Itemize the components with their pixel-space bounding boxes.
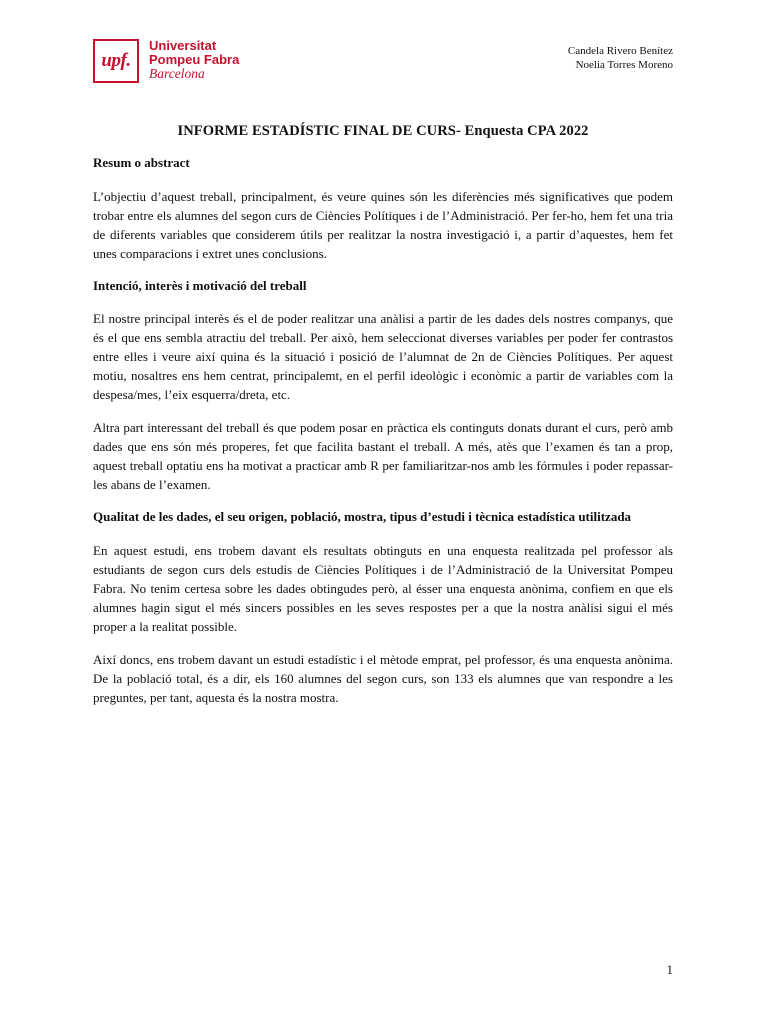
author-name: Noelia Torres Moreno <box>575 59 673 71</box>
document-body <box>93 122 673 721</box>
author-name: Candela Rivero Benítez <box>567 45 673 57</box>
upf-logo <box>93 39 239 89</box>
paragraph: En aquest estudi, ens trobem davant els resultats obtinguts en una enquesta realitzada pel professor als estudiants de segon curs dels estudis de Ciències Polítiques i de l’Administració de la Universitat Pompeu Fabra. No tenim certesa sobre les dades obtingudes però, al ésser una enquesta anònima, confiem en que els alumnes hagin sigut el més sincers possibles en les seves respostes per a que la nostra anàlisi sigui el més proper a la realitat possible. <box>93 542 673 634</box>
page-number: 1 <box>666 962 673 977</box>
upf-logo-mark: upf. <box>93 39 139 83</box>
logo-line-1: Universitat <box>149 38 217 53</box>
section-heading: Resum o abstract <box>93 155 190 170</box>
paragraph: Així doncs, ens trobem davant un estudi estadístic i el mètode emprat, pel professor, és una enquesta anònima. De la població total, és a dir, els 160 alumnes del segon curs, son 133 els alumnes que van respondre a les preguntes, per tant, aquesta és la nostra mostra. <box>93 651 673 705</box>
paragraph: L’objectiu d’aquest treball, principalment, és veure quines són les diferències més significatives que podem trobar entre els alumnes del segon curs de Ciències Polítiques i de l’Administració. Per fer-ho, hem fet una tria de diferents variables que considerem útils per realitzar la nostra investigació i, a partir d’aquestes, hem fet unes comparacions i extret unes conclusions. <box>93 188 673 261</box>
section-heading: Intenció, interès i motivació del treball <box>93 277 307 293</box>
paragraph: Altra part interessant del treball és que podem posar en pràctica els continguts donats durant el curs, però amb dades que ens són més properes, fet que facilita bastant el treball. A més, atès que l’examen és tan a prop, aquest treball optatiu ens ha motivat a practicar amb R per familiaritzar-nos amb les fórmules i poder repassar-les abans de l’examen. <box>93 420 673 492</box>
logo-line-2: Pompeu Fabra <box>149 52 240 67</box>
authors-block <box>568 44 673 72</box>
logo-line-3: Barcelona <box>149 66 205 81</box>
paragraph: El nostre principal interès és el de poder realitzar una anàlisi a partir de les dades dels nostres companys, que és el que ens sembla atractiu del treball. Per això, hem seleccionat diverses variables per poder fer contrastos entre elles i veure així quina és la situació i posició de l’alumnat de 2n de Ciències Polítiques. Per aquest motiu, nosaltres ens hem centrat, principalemt, en el perfil ideològic i econòmic a partir de variables com la despesa/mes, l’eix esquerra/dreta, etc. <box>93 311 673 402</box>
upf-logo-text <box>149 39 239 81</box>
section-heading: Qualitat de les dades, el seu origen, població, mostra, tipus d’estudi i tècnica estadística utilitzada <box>93 509 632 524</box>
document-title: INFORME ESTADÍSTIC FINAL DE CURS- Enquesta CPA 2022 <box>177 123 589 139</box>
